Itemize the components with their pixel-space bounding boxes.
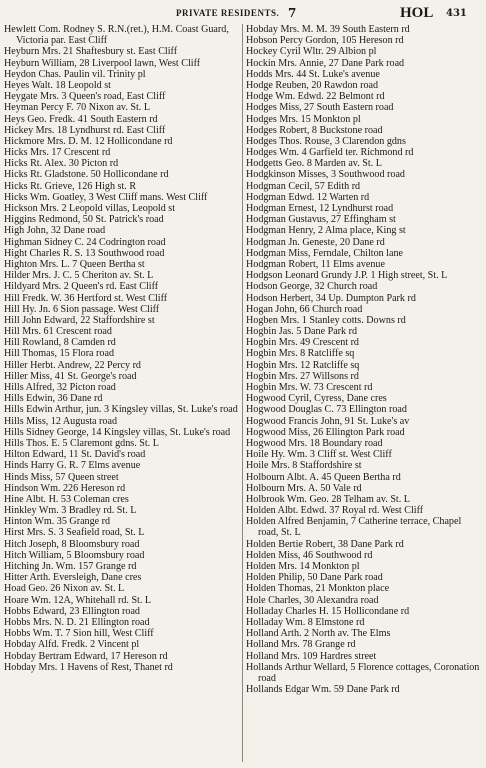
directory-entry: Highman Sidney C. 24 Codrington road (4, 236, 166, 248)
directory-entry: Hodges Miss, 27 South Eastern road (246, 102, 394, 114)
directory-entry: Hodge Wm. Edwd. 22 Belmont rd (246, 91, 385, 103)
directory-entry: Hodgman Edwd. 12 Warten rd (246, 191, 370, 203)
directory-entry: Hobday Bertram Edward, 17 Hereson rd (4, 650, 168, 662)
directory-entry: Heygate Mrs. 3 Queen's road, East Cliff (4, 91, 166, 103)
directory-entry: Hogbin Mrs. 8 Ratcliffe sq (246, 348, 355, 360)
directory-entry: Hitch William, 5 Bloomsbury road (4, 549, 145, 561)
directory-entry: Hodgman Ernest, 12 Lyndhurst road (246, 203, 394, 214)
directory-entry: Hodgkinson Misses, 3 Southwood road (246, 169, 405, 181)
directory-entry: Heyes Walt. 18 Leopold st (4, 79, 111, 91)
directory-entry: Hogbin Jas. 5 Dane Park rd (246, 326, 358, 338)
directory-entry: Hodgman Henry, 2 Alma place, King st (246, 225, 406, 237)
directory-entry: Hoile Mrs. 8 Staffordshire st (246, 460, 362, 472)
directory-entry: Hickson Mrs. 2 Leopold villas, Leopold st (4, 203, 176, 214)
directory-entry: Hoare Wm. 12A, Whitehall rd. St. L (4, 594, 152, 606)
directory-entry: Hodgman Jn. Geneste, 20 Dane rd (246, 236, 385, 248)
directory-entry: Hobday Mrs. M. M. 39 South Eastern rd (246, 24, 410, 35)
directory-entry: Holbourn Albt. A. 45 Queen Bertha rd (246, 471, 401, 483)
directory-entry: Hodges Robert, 8 Buckstone road (246, 124, 383, 136)
directory-entry: Hodges Wm. 4 Garfield ter. Richmond rd (246, 147, 414, 159)
directory-entry: Hills Alfred, 32 Picton road (4, 382, 116, 393)
directory-entry: Hodgman Cecil, 57 Edith rd (246, 180, 361, 192)
directory-entry: Holbrook Wm. Geo. 28 Telham av. St. L (246, 493, 410, 505)
directory-entry: Hobbs Mrs. N. D. 21 Ellington road (4, 616, 150, 628)
directory-entry: Hicks Wm. Goatley, 3 West Cliff mans. West Cliff (4, 191, 208, 203)
directory-entry: Holladay Wm. 8 Elmstone rd (246, 616, 365, 628)
directory-entry: Hilton Edward, 11 St. David's road (4, 449, 146, 461)
directory-entry: Hills Sidney George, 14 Kingsley villas, St. Luke's road (4, 426, 231, 438)
directory-entry: High John, 32 Dane road (4, 225, 106, 237)
directory-entry: Hodgson Leonard Grundy J.P. 1 High street, St. L (246, 270, 448, 282)
directory-entry: Heyburn William, 28 Liverpool lawn, West Cliff (4, 57, 201, 69)
column-divider (242, 24, 243, 762)
directory-entry: Holden Albt. Edwd. 37 Royal rd. West Cliff (246, 505, 424, 517)
directory-entry: Holbourn Mrs. A. 50 Vale rd (246, 482, 362, 494)
directory-entry: Hogwood Douglas C. 73 Ellington road (246, 404, 407, 416)
directory-entry: Hollands Arthur Wellard, 5 Florence cottages, Coronation road (246, 661, 480, 684)
directory-entry: Hodge Reuben, 20 Rawdon road (246, 79, 379, 91)
directory-entry: Hodson George, 32 Church road (246, 281, 378, 293)
directory-entry: Hinton Wm. 35 Grange rd (4, 516, 111, 528)
directory-entry: Hockin Mrs. Annie, 27 Dane Park road (246, 57, 405, 69)
directory-entry: Hodson Herbert, 34 Up. Dumpton Park rd (246, 292, 416, 304)
directory-entry: Hitter Arth. Eversleigh, Dane cres (4, 572, 142, 584)
directory-entry: Hobbs Wm. T. 7 Sion hill, West Cliff (4, 628, 154, 640)
index-key: HOL (400, 5, 434, 21)
directory-entry: Hogbin Mrs. 27 Willsons rd (246, 370, 359, 382)
directory-entry: Hight Charles R. S. 13 Southwood road (4, 247, 165, 259)
directory-entry: Hildyard Mrs. 2 Queen's rd. East Cliff (4, 281, 159, 293)
directory-entry: Hill Fredk. W. 36 Hertford st. West Cliff (4, 292, 168, 304)
directory-entry: Holden Mrs. 14 Monkton pl (246, 561, 360, 572)
directory-entry: Holden Philip, 50 Dane Park road (246, 572, 383, 584)
directory-entry: Hollands Edgar Wm. 59 Dane Park rd (246, 684, 400, 696)
directory-entry: Heyman Percy F. 70 Nixon av. St. L (4, 102, 150, 114)
running-title: PRIVATE RESIDENTS. (176, 8, 280, 18)
directory-entry: Heyburn Mrs. 21 Shaftesbury st. East Cliff (4, 46, 178, 58)
page-header (0, 6, 486, 22)
directory-entry: Hitching Jn. Wm. 157 Grange rd (4, 561, 137, 572)
directory-entry: Hogbin Mrs. 49 Crescent rd (246, 337, 359, 349)
directory-entry: Hewlett Com. Rodney S. R.N.(ret.), H.M. Coast Guard, Victoria par. East Cliff (4, 24, 229, 47)
directory-entry: Hole Charles, 30 Alexandra road (246, 594, 379, 606)
directory-entry: Hodds Mrs. 44 St. Luke's avenue (246, 68, 380, 80)
directory-entry: Hogwood Cyril, Cyress, Dane cres (246, 393, 387, 405)
directory-entry: Hodgman Gustavus, 27 Effingham st (246, 214, 396, 226)
directory-entry: Heydon Chas. Paulin vil. Trinity pl (4, 68, 146, 80)
directory-entry: Hickmore Mrs. D. M. 12 Hollicondane rd (4, 135, 173, 147)
directory-entry: Highton Mrs. L. 7 Queen Bertha st (4, 258, 145, 270)
directory-entry: Hill Hy. Jn. 6 Sion passage. West Cliff (4, 303, 160, 315)
directory-entry: Hodgman Robert, 11 Elms avenue (246, 258, 385, 270)
directory-entry: Holden Bertie Robert, 38 Dane Park rd (246, 538, 404, 550)
right-column (246, 24, 482, 695)
directory-entry: Hiller Herbt. Andrew, 22 Percy rd (4, 359, 141, 371)
directory-entry: Hobday Alfd. Fredk. 2 Vincent pl (4, 639, 140, 651)
directory-entry: Holladay Charles H. 15 Hollicondane rd (246, 605, 410, 617)
directory-entry: Holland Arth. 2 North av. The Elms (246, 628, 391, 640)
directory-entry: Hogbin Mrs. W. 73 Crescent rd (246, 382, 373, 393)
directory-entry: Holden Thomas, 21 Monkton place (246, 583, 390, 595)
directory-entry: Hogwood Francis John, 91 St. Luke's av (246, 415, 410, 427)
directory-entry: Hodgman Miss, Ferndale, Chilton lane (246, 247, 403, 259)
directory-entry: Hirst Mrs. S. 3 Seafield road, St. L (4, 527, 145, 539)
directory-entry: Hill Rowland, 8 Camden rd (4, 337, 116, 349)
directory-entry: Hogben Mrs. 1 Stanley cotts. Downs rd (246, 314, 406, 326)
directory-entry: Hill John Edward, 22 Staffordshire st (4, 314, 155, 326)
directory-entry: Hogwood Miss, 26 Ellington Park road (246, 426, 405, 438)
directory-entry: Hitch Joseph, 8 Bloomsbury road (4, 538, 140, 550)
directory-entry: Hobson Percy Gordon, 105 Hereson rd (246, 35, 404, 47)
directory-entry: Hills Thos. E. 5 Claremont gdns. St. L (4, 437, 159, 449)
directory-entry: Hicks Rt. Gladstone. 50 Hollicondane rd (4, 169, 169, 181)
directory-entry: Hinds Harry G. R. 7 Elms avenue (4, 460, 141, 472)
directory-entry: Hills Edwin Arthur, jun. 3 Kingsley villas, St. Luke's road (4, 404, 238, 416)
directory-entry: Hodges Mrs. 15 Monkton pl (246, 113, 361, 125)
directory-entry: Hills Miss, 12 Augusta road (4, 415, 117, 427)
directory-entry: Hodgetts Geo. 8 Marden av. St. L (246, 158, 382, 170)
directory-entry: Hogwood Mrs. 18 Boundary road (246, 437, 383, 449)
page-number: 431 (446, 8, 467, 19)
directory-entry: Higgins Redmond, 50 St. Patrick's road (4, 214, 164, 226)
directory-entry: Holland Mrs. 109 Hardres street (246, 650, 377, 662)
directory-entry: Hill Mrs. 61 Crescent road (4, 326, 112, 338)
directory-entry: Hodges Thos. Rouse, 3 Clarendon gdns (246, 135, 406, 147)
directory-entry: Hinkley Wm. 3 Bradley rd. St. L (4, 505, 137, 517)
directory-entry: Hill Thomas, 15 Flora road (4, 348, 114, 360)
directory-entry: Hine Albt. H. 53 Coleman cres (4, 493, 129, 505)
directory-entry: Hinds Miss, 57 Queen street (4, 471, 119, 483)
directory-entry: Hiller Miss, 41 St. George's road (4, 370, 137, 382)
directory-entry: Hoile Hy. Wm. 3 Cliff st. West Cliff (246, 449, 392, 461)
directory-entry: Hoad Geo. 26 Nixon av. St. L (4, 583, 125, 595)
directory-entry: Hicks Rt. Alex. 30 Picton rd (4, 158, 119, 170)
directory-entry: Hilder Mrs. J. C. 5 Cheriton av. St. L (4, 270, 154, 282)
directory-entry: Hicks Rt. Grieve, 126 High st. R (4, 180, 137, 192)
directory-entry: Holden Miss, 46 Southwood rd (246, 549, 373, 561)
directory-entry: Hindson Wm. 226 Hereson rd (4, 482, 126, 494)
directory-entry: Hobday Mrs. 1 Havens of Rest, Thanet rd (4, 661, 173, 673)
running-mark: 7 (288, 6, 297, 20)
directory-entry: Hobbs Edward, 23 Ellington road (4, 605, 140, 617)
directory-entry: Hills Edwin, 36 Dane rd (4, 393, 103, 405)
directory-entry: Hickey Mrs. 18 Lyndhurst rd. East Cliff (4, 124, 166, 136)
directory-entry: Hockey Cyril Wltr. 29 Albion pl (246, 46, 377, 58)
directory-entry: Holland Mrs. 78 Grange rd (246, 639, 356, 651)
left-column (4, 24, 240, 673)
directory-entry: Heys Geo. Fredk. 41 South Eastern rd (4, 113, 158, 125)
directory-entry: Holden Alfred Benjamin, 7 Catherine terrace, Chapel road, St. L (246, 516, 462, 539)
directory-entry: Hogan John, 66 Church road (246, 303, 363, 315)
directory-entry: Hicks Mrs. 17 Crescent rd (4, 147, 111, 159)
directory-entry: Hogbin Mrs. 12 Ratcliffe sq (246, 359, 360, 371)
